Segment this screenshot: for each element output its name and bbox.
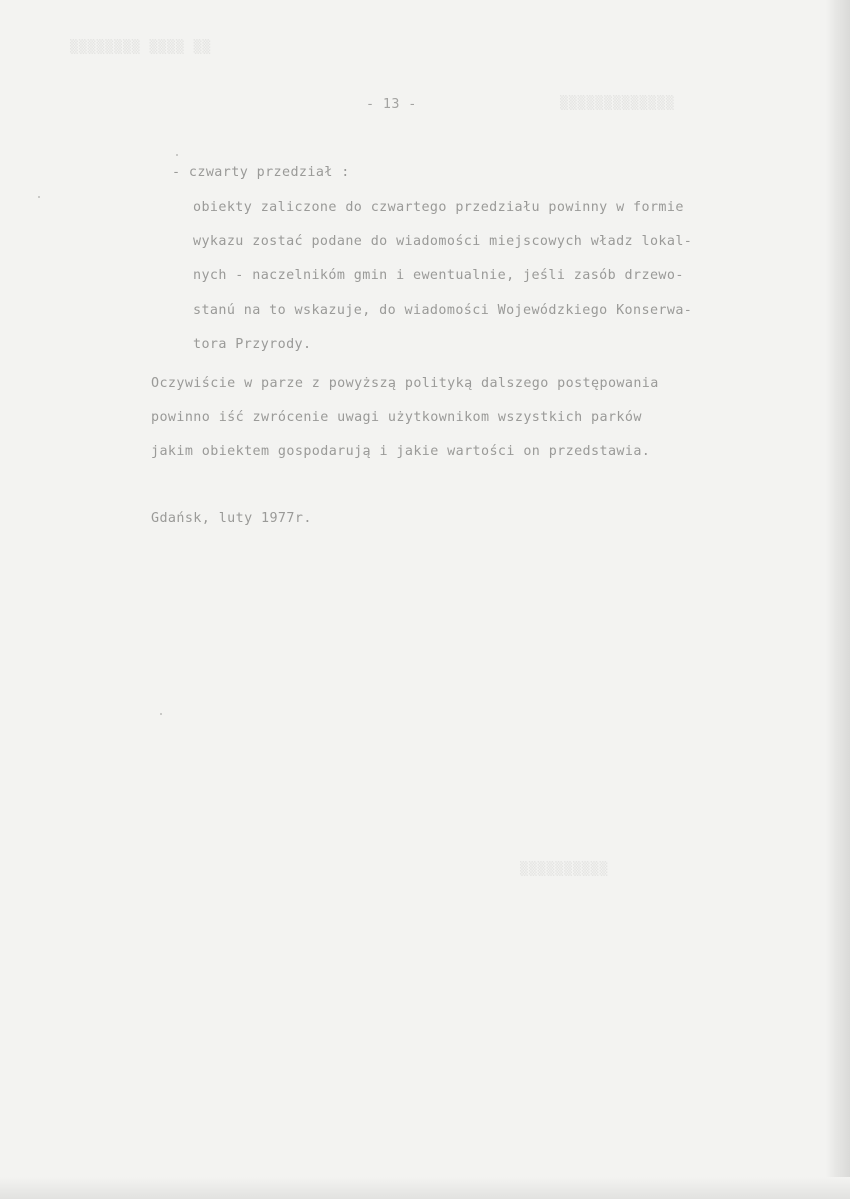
scan-shadow-right	[826, 0, 850, 1199]
paragraph-line: jakim obiektem gospodarują i jakie wartości on przedstawia.	[151, 444, 651, 459]
page-number: - 13 -	[366, 97, 417, 112]
bullet-text-line: stanú na to wskazuje, do wiadomości Wojewódzkiego Konserwa-	[193, 303, 693, 318]
scan-speck	[160, 713, 162, 715]
bleed-through-text: ▒▒▒▒▒▒▒▒▒▒▒▒▒	[560, 96, 675, 111]
scan-shadow-bottom	[0, 1177, 850, 1199]
place-and-date: Gdańsk, luty 1977r.	[151, 511, 312, 526]
bullet-text-line: nych - naczelnikóm gmin i ewentualnie, jeśli zasób drzewo-	[193, 268, 684, 283]
paragraph-line: Oczywiście w parze z powyższą polityką dalszego postępowania	[151, 376, 659, 391]
bullet-text-line: tora Przyrody.	[193, 337, 312, 352]
scan-speck	[176, 154, 178, 156]
bullet-text-line: obiekty zaliczone do czwartego przedziału powinny w formie	[193, 200, 684, 215]
paragraph-line: powinno iść zwrócenie uwagi użytkownikom wszystkich parków	[151, 410, 642, 425]
bleed-through-text: ▒▒▒▒▒▒▒▒▒▒	[520, 862, 609, 877]
bullet-heading: - czwarty przedział :	[172, 165, 350, 180]
bleed-through-text: ▒▒▒▒▒▒▒▒ ▒▒▒▒ ▒▒	[70, 40, 212, 55]
bullet-text-line: wykazu zostać podane do wiadomości miejscowych władz lokal-	[193, 234, 693, 249]
scan-speck	[38, 196, 40, 198]
